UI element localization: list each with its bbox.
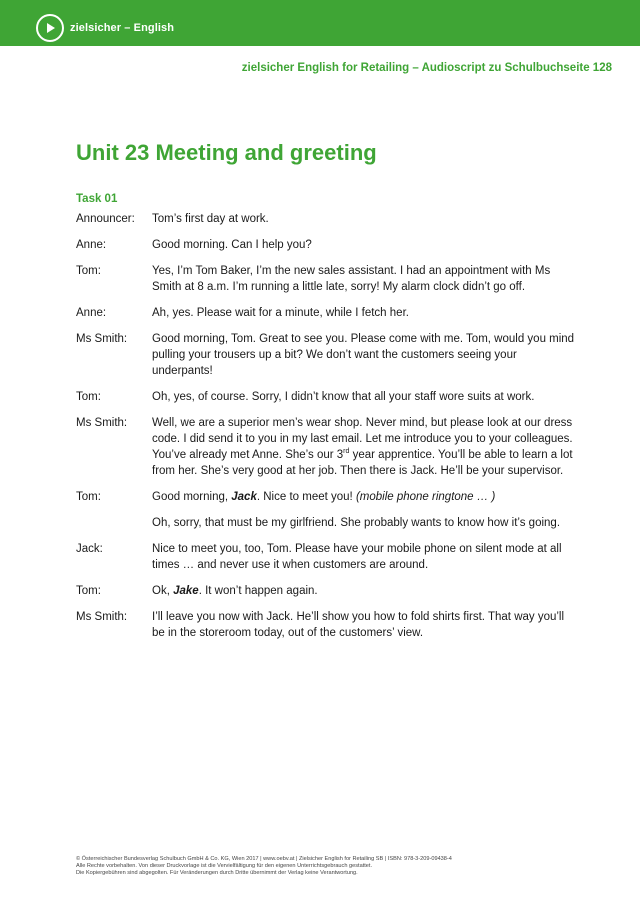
speaker-name: Ms Smith: [76,417,128,429]
document-subtitle: zielsicher English for Retailing – Audioscript zu Schulbuchseite 128 [241,62,612,74]
script-row [76,489,576,505]
speaker-name: Tom: [76,265,101,277]
script-row [76,389,576,405]
speaker-name: Jack: [76,543,103,555]
dialogue-line: I’ll leave you now with Jack. He’ll show you how to fold shirts first. That way you’ll be in the storeroom today, out of the customers’ view. [152,611,565,639]
script-row [76,237,576,253]
dialogue-line: Good morning. Can I help you? [152,239,312,251]
text-segment: . Nice to meet you! [256,491,356,503]
ordinal-suffix: rd [343,448,350,456]
stage-direction: (mobile phone ringtone … ) [355,491,496,503]
text-segment: Good morning, [152,491,232,503]
footer-line: Alle Rechte vorbehalten. Von dieser Druckvorlage ist die Vervielfältigung für den eigenen Unterrichtsgebrauch gestattet. [76,863,373,869]
script-row [76,331,576,379]
brand-logo [36,14,174,42]
speaker-name: Tom: [76,491,101,503]
text-segment: year apprentice. You’ll be able to learn a lot from her. She’s very good at her job. Then there is Jack. He’ll be your supervisor. [152,449,573,477]
script-row [76,583,576,599]
speaker-name: Tom: [76,585,101,597]
dialogue-line: Oh, sorry, that must be my girlfriend. She probably wants to know how it’s going. [152,517,561,529]
dialogue-line: Tom’s first day at work. [152,213,269,225]
text-segment: . It won’t happen again. [198,585,318,597]
footer-line: Die Kopiergebühren sind abgegolten. Für Veränderungen durch Dritte übernimmt der Verlag keine Verantwortung. [76,870,358,876]
script-row [76,541,576,573]
brand-name: zielsicher – English [70,22,175,34]
script-row [76,211,576,227]
speaker-name: Anne: [76,307,107,319]
emphasized-name: Jake [173,585,199,597]
task-label: Task 01 [76,193,118,205]
script-row [76,415,576,479]
footer-line: © Österreichischer Bundesverlag Schulbuch GmbH & Co. KG, Wien 2017 | www.oebv.at | Zielsicher English for Retailing SB | ISBN: 978-3-209-09438-4 [76,856,452,862]
dialogue-line: Yes, I’m Tom Baker, I’m the new sales assistant. I had an appointment with Ms Smith at 8 a.m. I’m running a little late, sorry! My alarm clock didn’t go off. [152,265,551,293]
script-row [76,305,576,321]
text-segment: Well, we are a superior men’s wear shop. Never mind, but please look at our dress code. I did send it to you in my last email. Let me introduce you to your colleagues. You’ve already met Anne. She’s our 3 [152,417,573,461]
dialogue-line [152,415,576,479]
play-circle-icon [36,14,64,42]
speaker-name [76,515,152,531]
emphasized-name: Jack [231,491,257,503]
speaker-name: Ms Smith: [76,611,128,623]
dialogue-line: Oh, yes, of course. Sorry, I didn’t know that all your staff wore suits at work. [152,391,535,403]
script-row [76,609,576,641]
text-segment: Ok, [152,585,174,597]
script-row [76,263,576,295]
unit-title: Unit 23 Meeting and greeting [76,140,377,165]
copyright-footer [76,856,596,877]
top-banner [0,0,640,46]
dialogue-line [152,583,576,599]
script-row [76,515,576,531]
speaker-name: Announcer: [76,213,135,225]
dialogue-line: Good morning, Tom. Great to see you. Please come with me. Tom, would you mind pulling your trousers up a bit? We don’t want the customers seeing your underpants! [152,333,575,377]
dialogue-line: Ah, yes. Please wait for a minute, while I fetch her. [152,307,409,319]
dialogue-line: Nice to meet you, too, Tom. Please have your mobile phone on silent mode at all times … and never use it when customers are around. [152,543,562,571]
audioscript [76,211,576,651]
speaker-name: Anne: [76,239,107,251]
speaker-name: Ms Smith: [76,333,128,345]
dialogue-line [152,489,576,505]
speaker-name: Tom: [76,391,101,403]
